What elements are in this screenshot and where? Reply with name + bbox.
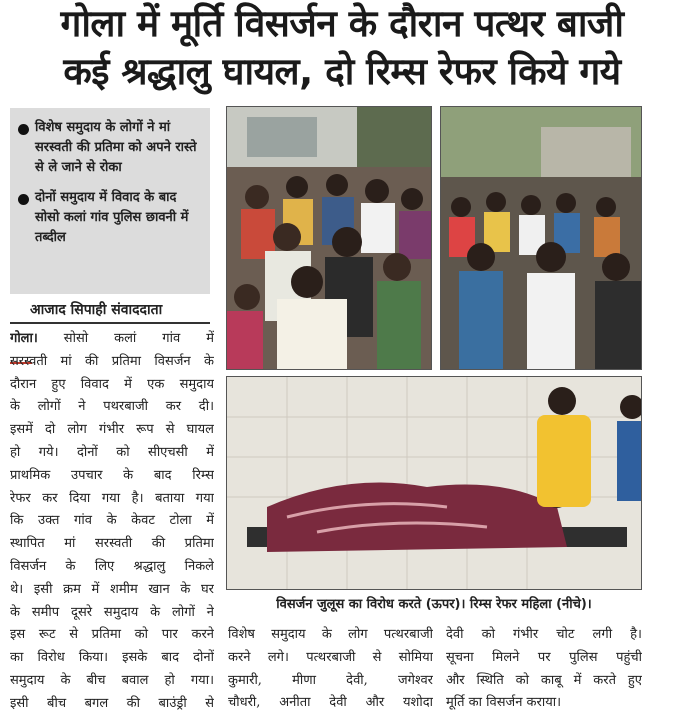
headline [0, 0, 684, 100]
highlight-item [18, 188, 204, 248]
article-column-3 [446, 624, 642, 715]
hospital-photo-image [227, 377, 641, 589]
headline-line-1: गोला में मूर्ति विसर्जन के दौरान पत्थर बाजी [60, 2, 624, 45]
article-line: प्राथमिक उपचार के बाद रिम्स [10, 467, 214, 483]
article-line: हो गये। दोनों को सीएचसी में [10, 444, 214, 460]
hospital-photo [226, 376, 642, 590]
article-line: इसी बीच बगल की बाउंड्री से [10, 695, 214, 711]
article-line: विशेष समुदाय के लोग पत्थरबाजी [228, 627, 433, 642]
article-line: समुदाय के बीच बवाल हो गया। [10, 672, 214, 688]
article-line: विसर्जन के लिए श्रद्धालु निकले [10, 558, 214, 574]
article-line: गोला। सोसो कलां गांव में [10, 331, 214, 346]
article-line: मूर्ति का विसर्जन कराया। [446, 695, 562, 711]
photo-caption: विसर्जन जुलूस का विरोध करते (ऊपर)। रिम्स रेफर महिला (नीचे)। [276, 597, 592, 612]
article-line: करने लगे। पत्थरबाजी से सोमिया [228, 649, 433, 665]
article-line: के लोगों ने पथरबाजी कर दी। [10, 399, 214, 415]
article-line: सूचना मिलने पर पुलिस पहुंची [446, 649, 642, 665]
article-line: रेफर कर दिया गया है। बताया गया [10, 490, 214, 506]
byline: आजाद सिपाही संवाददाता [30, 302, 163, 318]
highlight-item [18, 118, 204, 178]
article-line: के समीप दूसरे समुदाय के लोगों ने [10, 604, 214, 620]
article-line: इसमें दो लोग गंभीर रूप से घायल [10, 422, 214, 438]
article-column-1 [10, 328, 214, 716]
article-line: कुमारी, मीणा देवी, जगेश्वर [228, 672, 433, 688]
headline-line-2: कई श्रद्धालु घायल, दो रिम्स रेफर किये गये [63, 50, 621, 93]
dateline: गोला। [10, 331, 38, 346]
crowd-photo-right [440, 106, 642, 370]
highlights-box [10, 108, 210, 294]
article-line: कि उक्त गांव के केवट टोला में [10, 513, 214, 529]
article-line: देवी को गंभीर चोट लगी है। [446, 627, 642, 642]
crowd-photo-left-image [227, 107, 431, 369]
article-line: सरस्वती मां की प्रतिमा विसर्जन के [10, 353, 214, 369]
article-column-2 [228, 624, 433, 715]
article-line: और स्थिति को काबू में करते हुए [446, 672, 642, 688]
article-line: स्थापित मां सरस्वती की प्रतिमा [10, 536, 214, 552]
article-line: इस रूट से प्रतिमा को पार करने [10, 627, 214, 643]
highlight-text: विशेष समुदाय के लोगों ने मां सरस्वती की प्रतिमा को अपने रास्ते से ले जाने से रोका [35, 120, 197, 175]
highlight-text: दोनों समुदाय में विवाद के बाद सोसो कलां गांव पुलिस छावनी में तब्दील [35, 190, 189, 245]
article-line: थे। इसी क्रम में शमीम खान के घर [10, 581, 214, 597]
byline-divider [10, 322, 210, 324]
crowd-photo-left [226, 106, 432, 370]
bullet-icon [18, 194, 29, 205]
article-line: का विरोध किया। इसके बाद दोनों [10, 650, 214, 666]
bullet-icon [18, 124, 29, 135]
article-line: दौरान हुए विवाद में एक समुदाय [10, 376, 214, 392]
crowd-photo-right-image [441, 107, 641, 369]
article-line: चौधरी, अनीता देवी और यशोदा [228, 695, 433, 711]
